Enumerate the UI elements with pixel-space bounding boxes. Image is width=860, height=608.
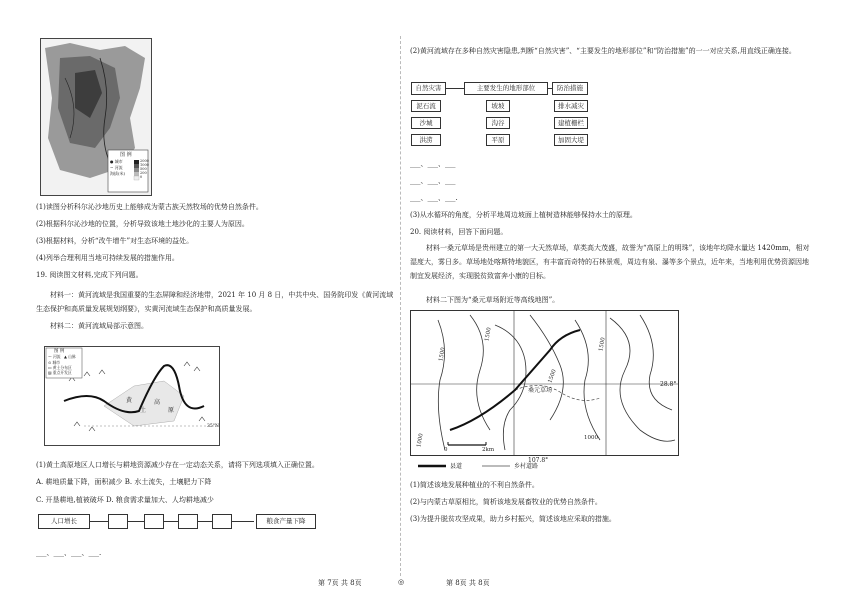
flow-arrow <box>164 521 178 522</box>
scale-start: 0 <box>444 447 448 453</box>
q19-material-1: 材料一：黄河流域是我国重要的生态屏障和经济地带，2021 年 10 月 8 日，中共中央、国务院印发《黄河流域生态保护和高质量发展规划纲要》，实黄河流域生态保护和高质量发展。 <box>36 291 394 313</box>
flow-arrow <box>128 521 144 522</box>
map1-scale-value: 500 <box>140 167 147 171</box>
header-connector <box>446 88 464 89</box>
match-header-measure: 防治措施 <box>552 82 588 95</box>
map2-label: 原 <box>168 407 175 414</box>
left-column <box>0 0 400 608</box>
q20-title: 20. 阅读材料，回答下面问题。 <box>410 228 508 236</box>
scale-end: 2km <box>482 447 495 453</box>
flow-blank-box[interactable] <box>108 514 128 529</box>
map1-scale-value: 1000 <box>140 163 149 167</box>
legend-road: 县道 <box>450 463 463 470</box>
flow-start-box: 人口增长 <box>38 514 90 529</box>
flow-blank-box[interactable] <box>144 514 164 529</box>
q19-title: 19. 阅读图文材料,完成下列问题。 <box>36 271 143 279</box>
flow-arrow <box>90 521 108 522</box>
contour-label: 1500 <box>438 346 447 362</box>
latitude-label: 28.8° <box>660 381 677 388</box>
map1-scale-value: 0 <box>140 175 143 179</box>
match-header-terrain: 主要发生的地形部位 <box>464 82 548 95</box>
map1-scale-value: 200 <box>140 171 147 175</box>
q20-item-1: (1)简述该地发展种植业的不利自然条件。 <box>410 481 539 489</box>
page-number-right: 第 8页 共 8页 <box>446 579 490 587</box>
page-number-left: 第 7页 共 8页 <box>318 579 362 587</box>
contour-label: 1000 <box>416 432 425 448</box>
terrain-item[interactable]: 坡坡 <box>486 100 510 112</box>
longitude-label: 107.8° <box>528 457 549 464</box>
q18-item-3: (3)根据材料，分析“改牛增牛”对生态环境的益处。 <box>36 237 194 245</box>
q19-option-cd: C. 开垦耕地,植被破坏 D. 粮食需求量加大、人均耕地减少 <box>36 496 214 504</box>
map2-latitude: 35°N <box>207 424 219 429</box>
q19-part-2: (2)黄河流域存在多种自然灾害隐患,判断“自然灾害”、“主要发生的地形部位”和“防治措施”的一一对应关系,用直线正确连接。 <box>410 47 796 55</box>
contour-label: 1000 <box>584 435 598 441</box>
contour-map <box>410 310 680 472</box>
map2-legend-item: ⊙ 城市 <box>48 360 60 365</box>
disaster-item[interactable]: 沙城 <box>411 117 441 129</box>
flow-blank-box[interactable] <box>212 514 232 529</box>
q20-item-3: (3)为提升脱贫攻坚成果，助力乡村振兴，简述该地应采取的措施。 <box>410 515 616 523</box>
measure-item[interactable]: 加固大堤 <box>554 134 588 146</box>
map1-legend-item: ● 城市 <box>110 159 123 164</box>
right-column <box>400 0 860 608</box>
map2-legend-item: ▭ 黄土分布区 <box>48 365 72 370</box>
contour-label: 1500 <box>598 336 607 352</box>
map1-legend-item: 海拔(米) <box>110 171 126 176</box>
yellow-river-map <box>44 346 220 446</box>
match-answer-blank[interactable]: ___、___、___ <box>410 160 456 168</box>
map1-legend-title: 图 例 <box>120 152 132 158</box>
contour-label: 1500 <box>547 368 558 384</box>
terrain-item[interactable]: 沟谷 <box>486 117 510 129</box>
q19-part-1: (1)黄土高原地区人口增长与耕地资源减少存在一定动态关系，请将下列选项填入正确位置。 <box>36 461 319 469</box>
horqin-relief-map <box>40 38 152 196</box>
flow-end-box: 粮食产量下降 <box>256 514 316 529</box>
contour-label: 1500 <box>484 326 493 342</box>
legend-village-road: 乡村道路 <box>514 463 539 470</box>
flow-blank-box[interactable] <box>178 514 198 529</box>
q20-item-2: (2)与内蒙古草原相比，简析该地发展畜牧业的优势自然条件。 <box>410 498 602 506</box>
terrain-item[interactable]: 平原 <box>486 134 510 146</box>
q19-part-3: (3)从水循环的角度，分析平地周边坡面上植树造林能够保持水土的原理。 <box>410 211 637 219</box>
disaster-item[interactable]: 泥石流 <box>411 100 441 112</box>
center-mark: ◎ <box>398 578 405 586</box>
map2-label: 高 <box>154 399 161 406</box>
q19-material-2: 材料二：黄河流域局部示意图。 <box>50 322 148 330</box>
map2-legend-item: ▨ 重点开发区 <box>48 370 72 375</box>
measure-item[interactable]: 排水减灾 <box>554 100 588 112</box>
match-answer-blank[interactable]: ___、___、___ <box>410 177 456 185</box>
place-label: 桑元草场 <box>528 387 553 394</box>
map2-legend-title: 图 例 <box>54 349 65 354</box>
flow-arrow <box>198 521 212 522</box>
map1-scale-value: 2000 <box>140 159 149 163</box>
q20-material-2: 材料二下图为“桑元草场附近等高线地图”。 <box>426 296 560 304</box>
disaster-item[interactable]: 洪涝 <box>411 134 441 146</box>
measure-item[interactable]: 建植栅栏 <box>554 117 588 129</box>
q20-material-1: 材料一桑元草场是贵州建立的第一大天然草场，草类高大茂盛，故誉为“高原上的明珠”，该地年均降水量达 1420mm，相对湿度大，雾日多。草场地处喀斯特地貌区，有丰富而奇特的石林景观，周边有泉、瀑等多个景点，近年来，当地利用优势资源因地制宜发展经济，实现脱贫致富奔小康的目标。 <box>410 244 810 280</box>
map2-label: 黄 <box>126 397 133 404</box>
flow-arrow <box>232 521 254 522</box>
answer-blank[interactable]: ___、___、___、___. <box>36 549 102 557</box>
map2-legend-item: ～ 河流 <box>48 354 61 359</box>
q18-item-2: (2)根据科尔沁沙地的位置，分析导致该地土地沙化的主要人为原因。 <box>36 220 249 228</box>
map2-legend-item: ▲ 山脉 <box>64 354 76 359</box>
q18-item-4: (4)列举合理利用当地可持续发展的措施作用。 <box>36 254 179 262</box>
q18-item-1: (1)读图分析科尔沁沙地历史上能够成为蒙古族天然牧场的优势自然条件。 <box>36 203 263 211</box>
map2-label: 土 <box>140 407 147 414</box>
match-answer-blank[interactable]: ___、___、___. <box>410 194 458 202</box>
match-header-disaster: 自然灾害 <box>411 82 446 95</box>
q19-option-ab: A. 耕地质量下降，面积减少 B. 水土流失，土壤肥力下降 <box>36 478 212 486</box>
map1-legend-item: ~ 河流 <box>110 165 123 170</box>
